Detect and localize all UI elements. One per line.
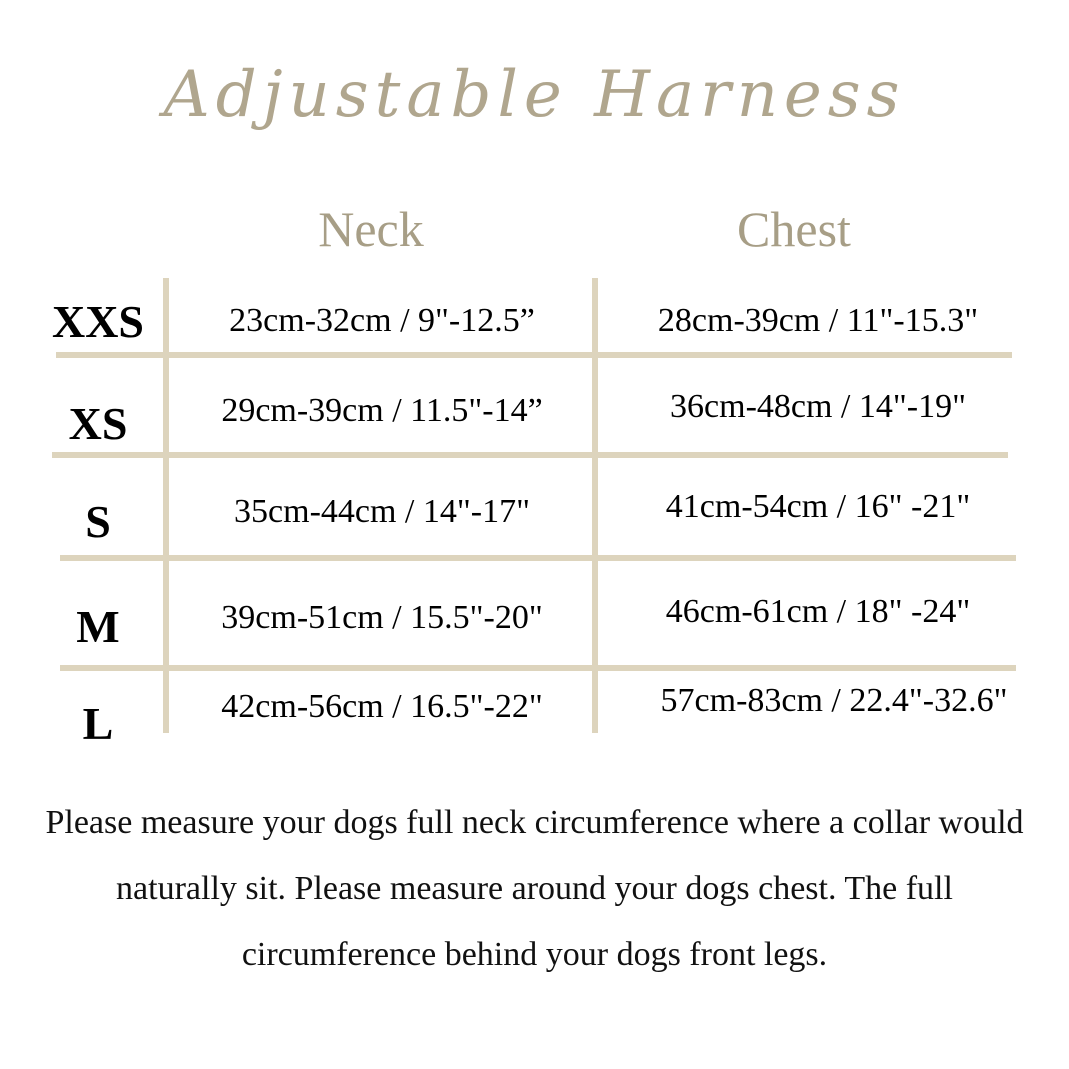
size-label-l: L [82, 698, 114, 749]
neck-cell-s: 35cm-44cm / 14"-17" [234, 493, 530, 530]
neck-cell-m: 39cm-51cm / 15.5"-20" [221, 599, 543, 636]
column-header-chest: Chest [737, 201, 851, 257]
size-label-xxs: XXS [51, 296, 145, 347]
chest-cell-xxs: 28cm-39cm / 11"-15.3" [657, 302, 979, 339]
neck-cell-xs: 29cm-39cm / 11.5"-14” [221, 392, 543, 429]
neck-cell-l: 42cm-56cm / 16.5"-22" [221, 688, 543, 725]
grid-horizontal-line [60, 555, 1016, 561]
grid-horizontal-line [52, 452, 1008, 458]
chest-cell-m: 46cm-61cm / 18" -24" [665, 593, 971, 630]
chest-cell-s: 41cm-54cm / 16" -21" [665, 488, 971, 525]
grid-horizontal-line [56, 352, 1012, 358]
grid-horizontal-line [60, 665, 1016, 671]
neck-cell-xxs: 23cm-32cm / 9"-12.5” [229, 302, 535, 339]
column-header-neck: Neck [318, 201, 424, 257]
size-label-xs: XS [68, 398, 128, 449]
size-label-s: S [85, 496, 111, 547]
size-label-m: M [76, 601, 120, 652]
page-title: Adjustable Harness [163, 58, 906, 132]
chest-cell-xs: 36cm-48cm / 14"-19" [670, 388, 966, 425]
chest-cell-l: 57cm-83cm / 22.4"-32.6" [660, 682, 1008, 719]
measurement-instructions: Please measure your dogs full neck circumference where a collar would naturally sit. Please measure around your dogs chest. The full circumference behind your dogs front legs. [45, 804, 1024, 973]
